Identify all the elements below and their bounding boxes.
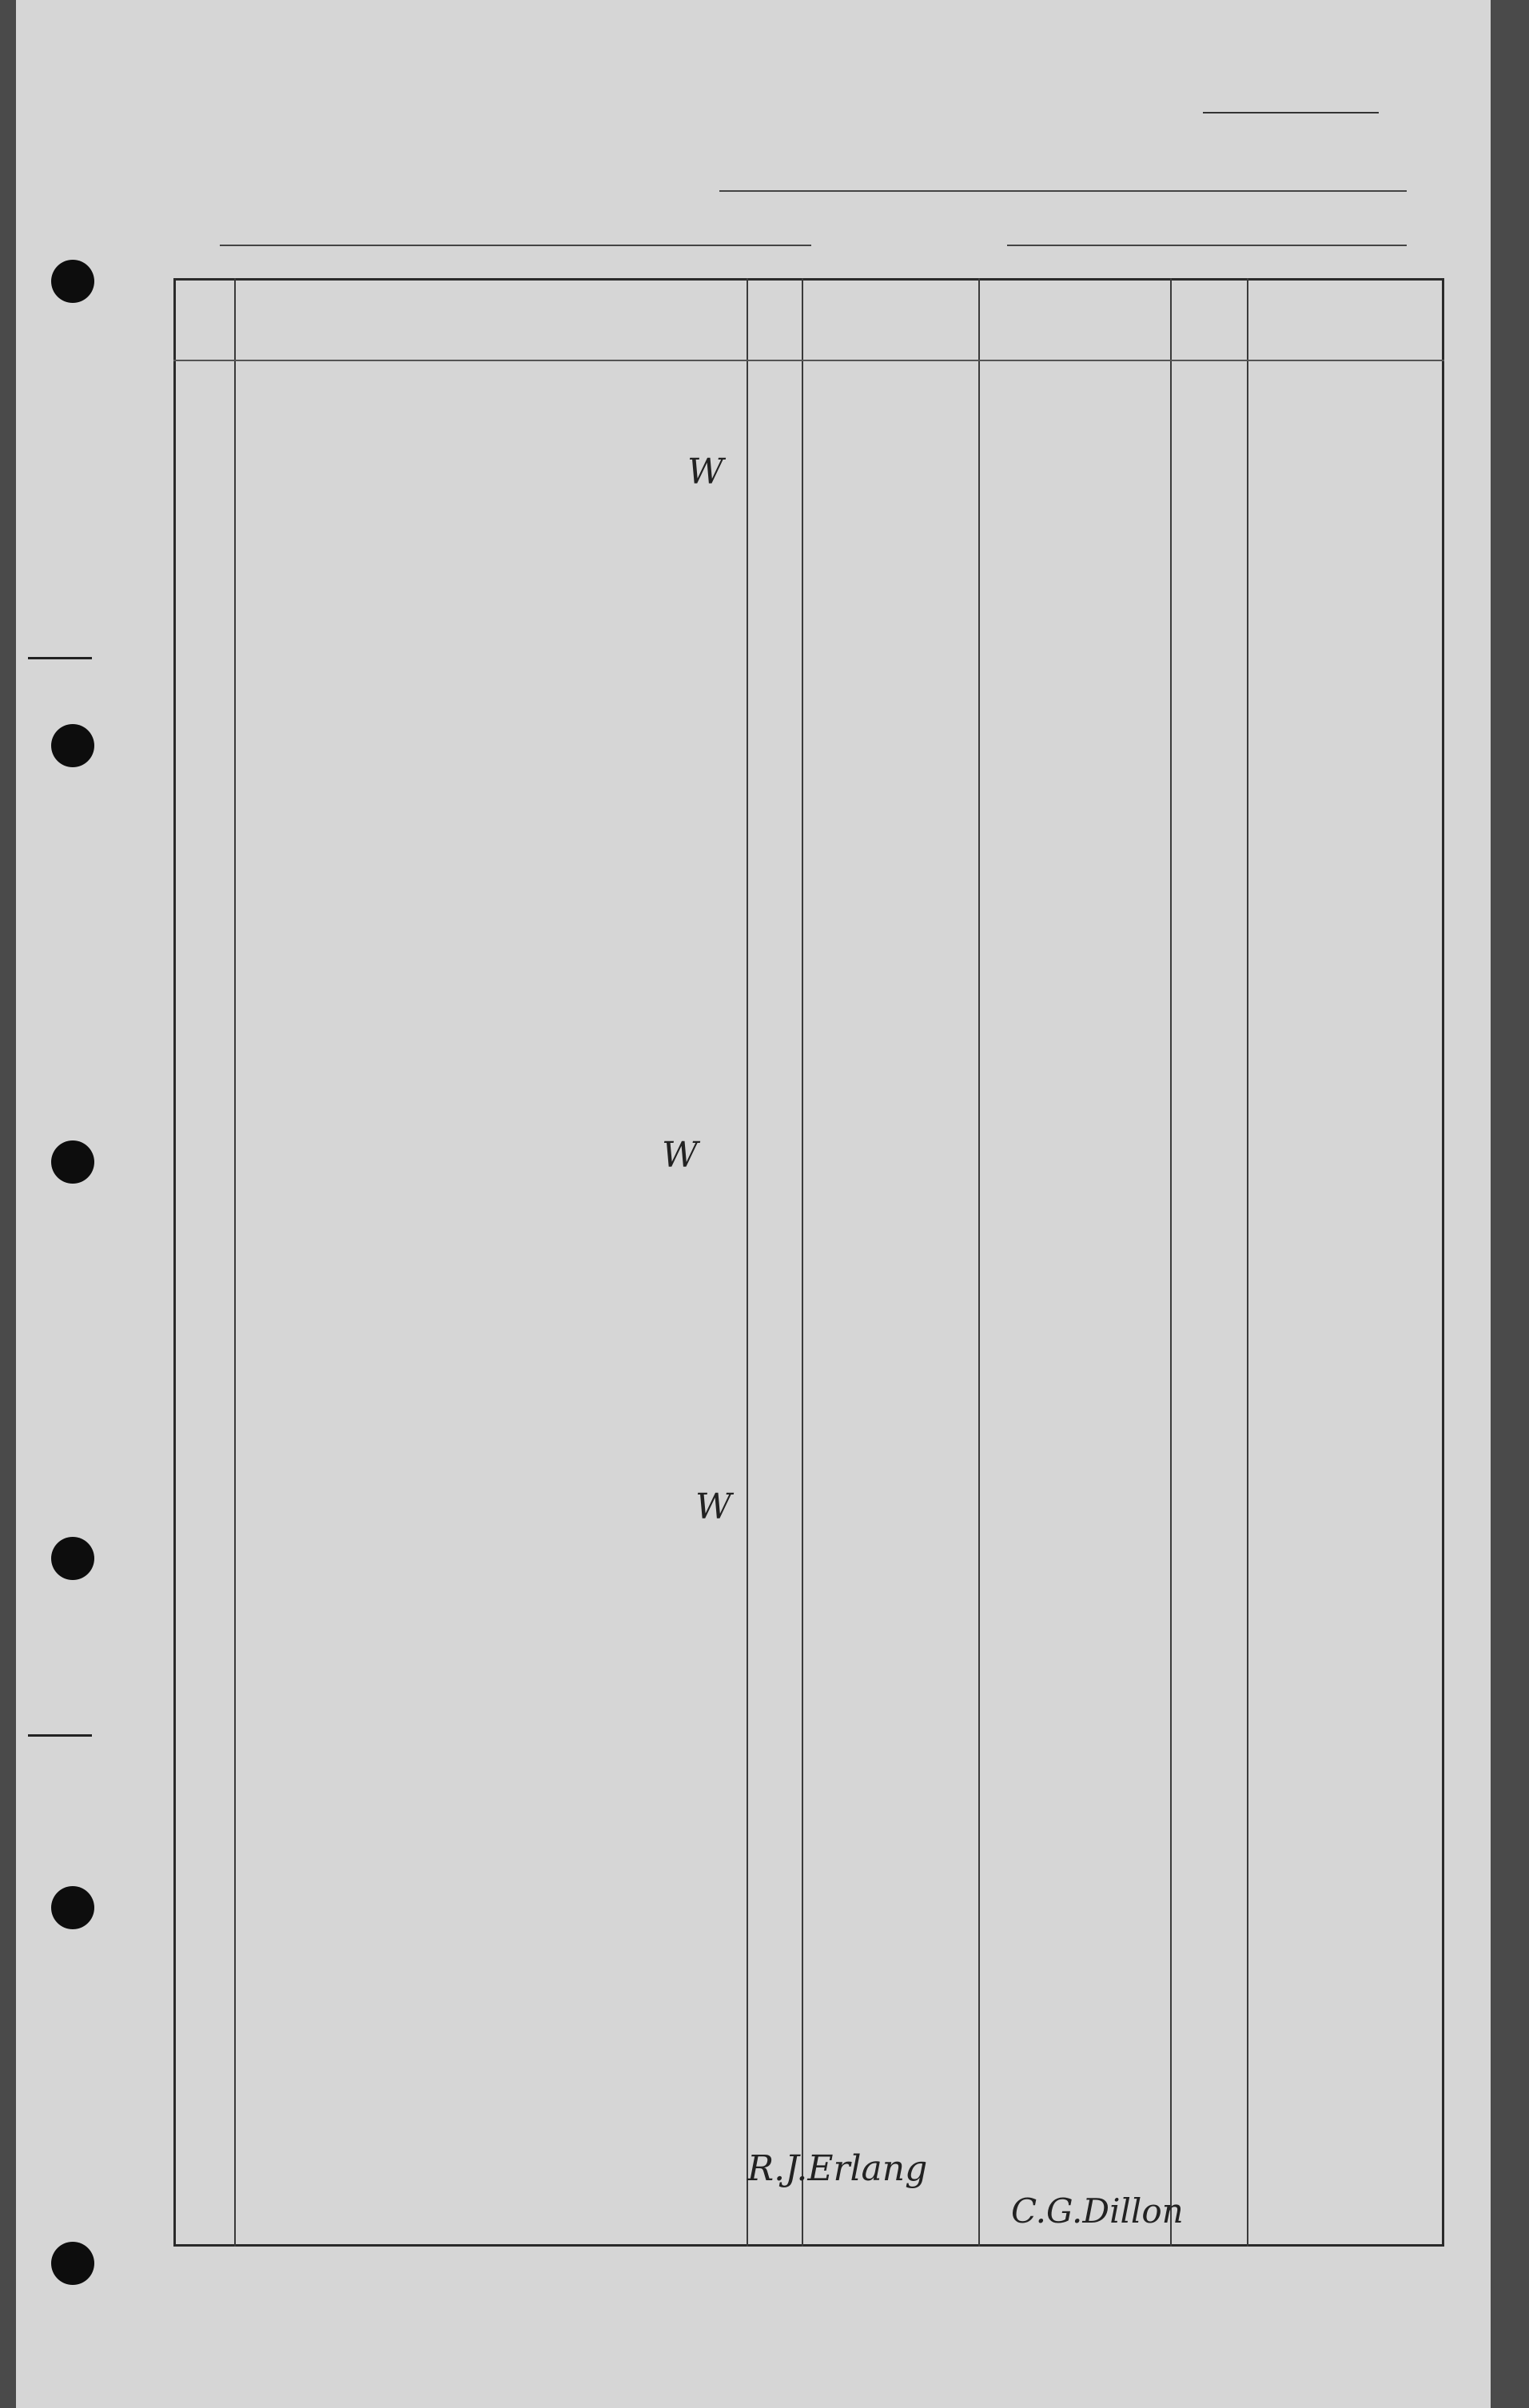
arrival-line xyxy=(1007,245,1407,246)
binder-hole xyxy=(51,1140,94,1184)
w-check-mark: W xyxy=(695,1487,732,1527)
inspector-signature: R.J.Erlang xyxy=(747,2148,928,2189)
binder-hole xyxy=(51,2242,94,2285)
vessel-line xyxy=(220,245,811,246)
col-divider xyxy=(1247,278,1248,2247)
binder-hole xyxy=(51,1886,94,1929)
manifest-no-underline xyxy=(1203,112,1379,113)
col-divider xyxy=(978,278,980,2247)
binder-hole xyxy=(51,1537,94,1580)
fold-mark xyxy=(28,1734,92,1737)
fold-mark xyxy=(28,657,92,659)
class-line xyxy=(719,190,1407,192)
header-bottom-rule xyxy=(173,360,1444,361)
col-divider xyxy=(747,278,748,2247)
binder-hole xyxy=(51,724,94,767)
col-divider xyxy=(1170,278,1172,2247)
w-check-mark: W xyxy=(687,452,724,492)
w-check-mark: W xyxy=(662,1135,699,1176)
col-divider xyxy=(234,278,236,2247)
purser-signature: C.G.Dillon xyxy=(1011,2191,1184,2231)
col-divider xyxy=(802,278,803,2247)
passenger-table xyxy=(173,278,1444,2247)
binder-hole xyxy=(51,260,94,303)
